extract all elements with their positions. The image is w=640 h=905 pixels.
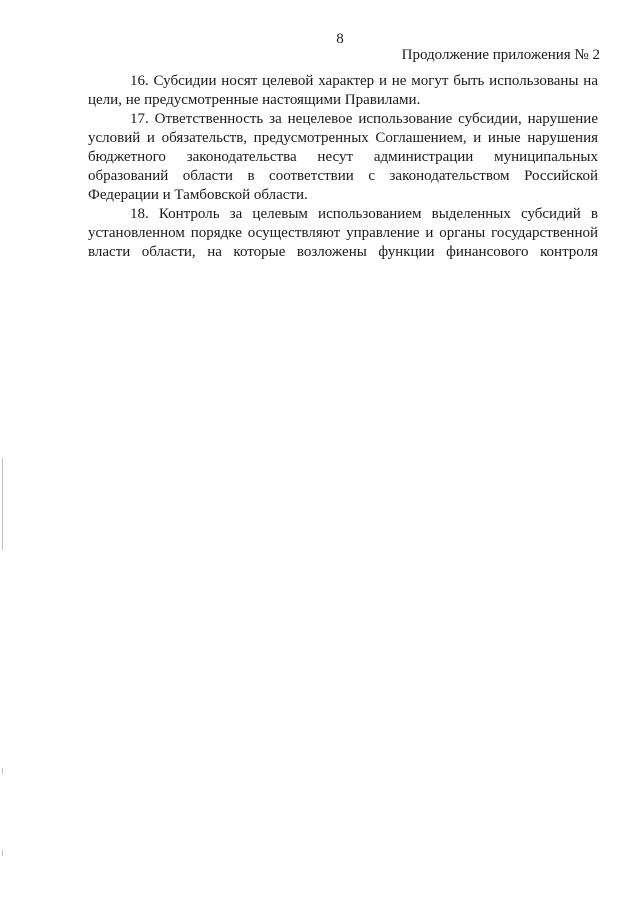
appendix-continuation-note: Продолжение приложения № 2 [401, 47, 600, 63]
page-number: 8 [336, 31, 344, 47]
document-body [88, 72, 598, 262]
scan-edge-mark [2, 768, 3, 774]
paragraph-16: 16. Субсидии носят целевой характер и не могут быть использованы на цели, не предусмотренные настоящими Правилами. [88, 73, 598, 108]
scan-edge-mark [2, 458, 3, 550]
scan-edge-mark [2, 850, 3, 856]
paragraph-18: 18. Контроль за целевым использованием выделенных субсидий в установленном порядке осуществляют управление и органы государственной власти области, на которые возложены функции финансового контроля [88, 206, 598, 260]
paragraph-17: 17. Ответственность за нецелевое использование субсидии, нарушение условий и обязательств, предусмотренных Соглашением, и иные нарушения бюджетного законодательства несут администрации муниципальных образований области в соответствии с законодательством Российской Федерации и Тамбовской области. [88, 111, 598, 203]
